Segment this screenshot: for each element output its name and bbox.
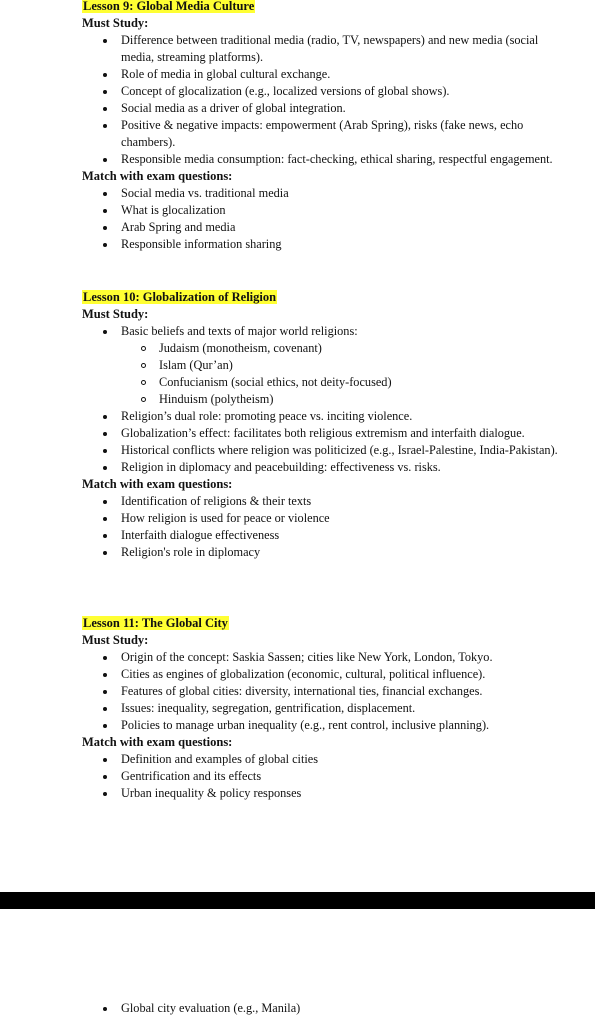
list-item: Cities as engines of globalization (economic, cultural, political influence). bbox=[82, 666, 561, 683]
continuation-list bbox=[82, 1000, 561, 1017]
list-item: Concept of glocalization (e.g., localized versions of global shows). bbox=[82, 83, 561, 100]
list-item: Urban inequality & policy responses bbox=[82, 785, 561, 802]
match-label: Match with exam questions: bbox=[82, 477, 233, 491]
lesson-heading: Lesson 10: Globalization of Religion bbox=[83, 290, 277, 304]
match-list bbox=[82, 493, 561, 561]
lesson-9-section bbox=[82, 0, 561, 253]
list-item: Positive & negative impacts: empowerment (Arab Spring), risks (fake news, echo chambers). bbox=[82, 117, 561, 151]
list-item: Religion's role in diplomacy bbox=[82, 544, 561, 561]
page-break-bar bbox=[0, 892, 595, 909]
list-item: Religion’s dual role: promoting peace vs. inciting violence. bbox=[82, 408, 561, 425]
list-item: Religion in diplomacy and peacebuilding: effectiveness vs. risks. bbox=[82, 459, 561, 476]
lesson-heading: Lesson 11: The Global City bbox=[83, 616, 228, 630]
must-study-list-continued bbox=[82, 408, 561, 476]
list-item: What is glocalization bbox=[82, 202, 561, 219]
list-item: Policies to manage urban inequality (e.g., rent control, inclusive planning). bbox=[82, 717, 561, 734]
list-item: Responsible media consumption: fact-checking, ethical sharing, respectful engagement. bbox=[82, 151, 561, 168]
list-item: Global city evaluation (e.g., Manila) bbox=[82, 1000, 561, 1017]
lesson-heading: Lesson 9: Global Media Culture bbox=[83, 0, 255, 13]
list-item: Role of media in global cultural exchange. bbox=[82, 66, 561, 83]
list-item: Origin of the concept: Saskia Sassen; cities like New York, London, Tokyo. bbox=[82, 649, 561, 666]
must-study-label: Must Study: bbox=[82, 633, 149, 647]
list-item: Interfaith dialogue effectiveness bbox=[82, 527, 561, 544]
list-item: Globalization’s effect: facilitates both religious extremism and interfaith dialogue. bbox=[82, 425, 561, 442]
sub-list-item: Judaism (monotheism, covenant) bbox=[82, 340, 561, 357]
lesson-11-section bbox=[82, 614, 561, 802]
sub-list-item: Confucianism (social ethics, not deity-focused) bbox=[82, 374, 561, 391]
must-study-list bbox=[82, 32, 561, 168]
list-item: Difference between traditional media (radio, TV, newspapers) and new media (social media, streaming platforms). bbox=[82, 32, 561, 66]
list-item: Definition and examples of global cities bbox=[82, 751, 561, 768]
list-item: Gentrification and its effects bbox=[82, 768, 561, 785]
match-label: Match with exam questions: bbox=[82, 169, 233, 183]
sub-list-item: Islam (Qur’an) bbox=[82, 357, 561, 374]
must-study-label: Must Study: bbox=[82, 307, 149, 321]
list-item: How religion is used for peace or violence bbox=[82, 510, 561, 527]
sub-list-item: Hinduism (polytheism) bbox=[82, 391, 561, 408]
match-list bbox=[82, 185, 561, 253]
list-item: Issues: inequality, segregation, gentrification, displacement. bbox=[82, 700, 561, 717]
list-item: Social media vs. traditional media bbox=[82, 185, 561, 202]
match-list bbox=[82, 751, 561, 802]
match-label: Match with exam questions: bbox=[82, 735, 233, 749]
list-item: Identification of religions & their texts bbox=[82, 493, 561, 510]
religions-sublist bbox=[82, 340, 561, 408]
list-item: Features of global cities: diversity, international ties, financial exchanges. bbox=[82, 683, 561, 700]
list-item: Basic beliefs and texts of major world religions: bbox=[82, 323, 561, 340]
must-study-list bbox=[82, 323, 561, 340]
lesson-10-section bbox=[82, 288, 561, 561]
list-item: Social media as a driver of global integration. bbox=[82, 100, 561, 117]
must-study-label: Must Study: bbox=[82, 16, 149, 30]
list-item: Responsible information sharing bbox=[82, 236, 561, 253]
must-study-list bbox=[82, 649, 561, 734]
list-item: Historical conflicts where religion was politicized (e.g., Israel-Palestine, India-Pakistan). bbox=[82, 442, 561, 459]
list-item: Arab Spring and media bbox=[82, 219, 561, 236]
